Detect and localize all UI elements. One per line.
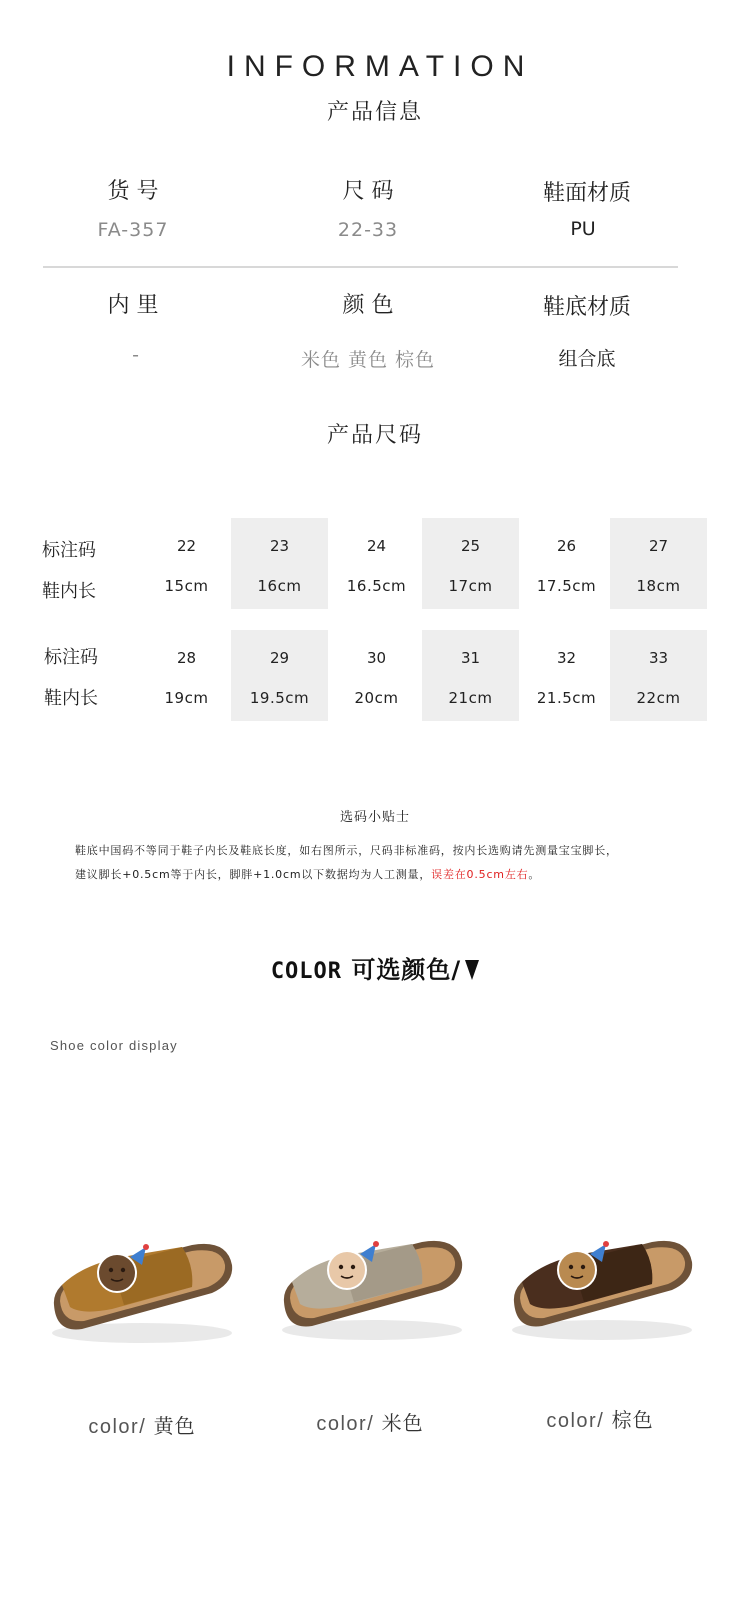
size-code: 33 bbox=[648, 649, 669, 667]
attr-value-size: 22-33 bbox=[337, 219, 399, 241]
color-name: 米色 bbox=[381, 1411, 424, 1435]
attr-label-item-no: 货 号 bbox=[107, 179, 159, 204]
size-table-title: 产品尺码 bbox=[326, 423, 423, 448]
size-cell bbox=[610, 630, 707, 721]
size-code: 25 bbox=[460, 537, 481, 555]
color-prefix: color/ bbox=[88, 1416, 147, 1438]
size-cell bbox=[138, 518, 235, 609]
section-divider bbox=[43, 266, 678, 268]
attr-label-lining: 内 里 bbox=[107, 293, 159, 318]
size-cell bbox=[328, 630, 425, 721]
attr-value-item-no: FA-357 bbox=[97, 219, 169, 241]
shoe-image-beige bbox=[272, 1222, 472, 1352]
row1-length-label: 鞋内长 bbox=[42, 581, 96, 602]
color-section-title bbox=[0, 950, 750, 985]
size-length: 21.5cm bbox=[536, 689, 597, 707]
attr-value-sole-material: 组合底 bbox=[558, 348, 616, 370]
size-code: 23 bbox=[269, 537, 290, 555]
tips-error-note: 误差在0.5cm左右 bbox=[431, 868, 529, 881]
size-code: 32 bbox=[556, 649, 577, 667]
size-cell bbox=[138, 630, 235, 721]
color-name: 黄色 bbox=[153, 1414, 196, 1438]
size-length: 22cm bbox=[636, 689, 681, 707]
color-title-zh: 可选颜色/ bbox=[351, 956, 462, 984]
tips-line-2-text: 建议脚长+0.5cm等于内长，脚胖+1.0cm以下数据均为人工测量， bbox=[75, 868, 432, 881]
size-cell bbox=[422, 518, 519, 609]
attr-label-sole-material: 鞋底材质 bbox=[542, 295, 631, 320]
attr-value-upper-material: PU bbox=[570, 218, 596, 240]
shoe-image-brown bbox=[502, 1222, 702, 1352]
size-code: 22 bbox=[176, 537, 197, 555]
color-label-yellow bbox=[42, 1410, 242, 1439]
size-code: 30 bbox=[366, 649, 387, 667]
color-label-brown bbox=[500, 1404, 700, 1433]
size-cell bbox=[328, 518, 425, 609]
tips-title: 选码小贴士 bbox=[339, 810, 410, 825]
shoe-color-display-label: Shoe color display bbox=[50, 1038, 178, 1053]
size-code: 31 bbox=[460, 649, 481, 667]
size-cell bbox=[518, 518, 615, 609]
size-length: 20cm bbox=[354, 689, 399, 707]
row2-code-label: 标注码 bbox=[44, 647, 98, 668]
row2-length-label: 鞋内长 bbox=[44, 688, 98, 709]
attr-label-color: 颜 色 bbox=[342, 293, 394, 318]
row1-code-label: 标注码 bbox=[42, 540, 96, 561]
shoe-image-yellow bbox=[42, 1225, 242, 1355]
size-code: 27 bbox=[648, 537, 669, 555]
size-cell bbox=[231, 518, 328, 609]
size-length: 19.5cm bbox=[249, 689, 310, 707]
tips-line-2 bbox=[75, 866, 540, 882]
color-name: 棕色 bbox=[611, 1408, 654, 1432]
info-title: INFORMATION bbox=[226, 50, 534, 83]
color-title-en: COLOR bbox=[270, 959, 343, 984]
size-code: 26 bbox=[556, 537, 577, 555]
color-prefix: color/ bbox=[316, 1413, 375, 1435]
size-length: 15cm bbox=[164, 577, 209, 595]
info-subtitle: 产品信息 bbox=[326, 100, 423, 125]
size-cell bbox=[610, 518, 707, 609]
attr-label-upper-material: 鞋面材质 bbox=[542, 181, 631, 206]
tips-line-2-end: 。 bbox=[528, 868, 541, 881]
size-length: 16cm bbox=[257, 577, 302, 595]
size-length: 19cm bbox=[164, 689, 209, 707]
size-length: 21cm bbox=[448, 689, 493, 707]
size-code: 28 bbox=[176, 649, 197, 667]
size-length: 18cm bbox=[636, 577, 681, 595]
size-cell bbox=[422, 630, 519, 721]
down-arrow-icon bbox=[465, 960, 479, 980]
size-code: 24 bbox=[366, 537, 387, 555]
size-length: 17cm bbox=[448, 577, 493, 595]
attr-value-lining: - bbox=[132, 344, 140, 366]
size-length: 16.5cm bbox=[346, 577, 407, 595]
color-label-beige bbox=[270, 1407, 470, 1436]
attr-value-color: 米色 黄色 棕色 bbox=[300, 349, 436, 371]
size-cell bbox=[518, 630, 615, 721]
size-cell bbox=[231, 630, 328, 721]
size-code: 29 bbox=[269, 649, 290, 667]
color-prefix: color/ bbox=[546, 1410, 605, 1432]
attr-label-size: 尺 码 bbox=[342, 179, 394, 204]
size-length: 17.5cm bbox=[536, 577, 597, 595]
tips-line-1: 鞋底中国码不等同于鞋子内长及鞋底长度，如右图所示，尺码非标准码，按内长选购请先测量宝宝脚长， bbox=[75, 844, 618, 857]
